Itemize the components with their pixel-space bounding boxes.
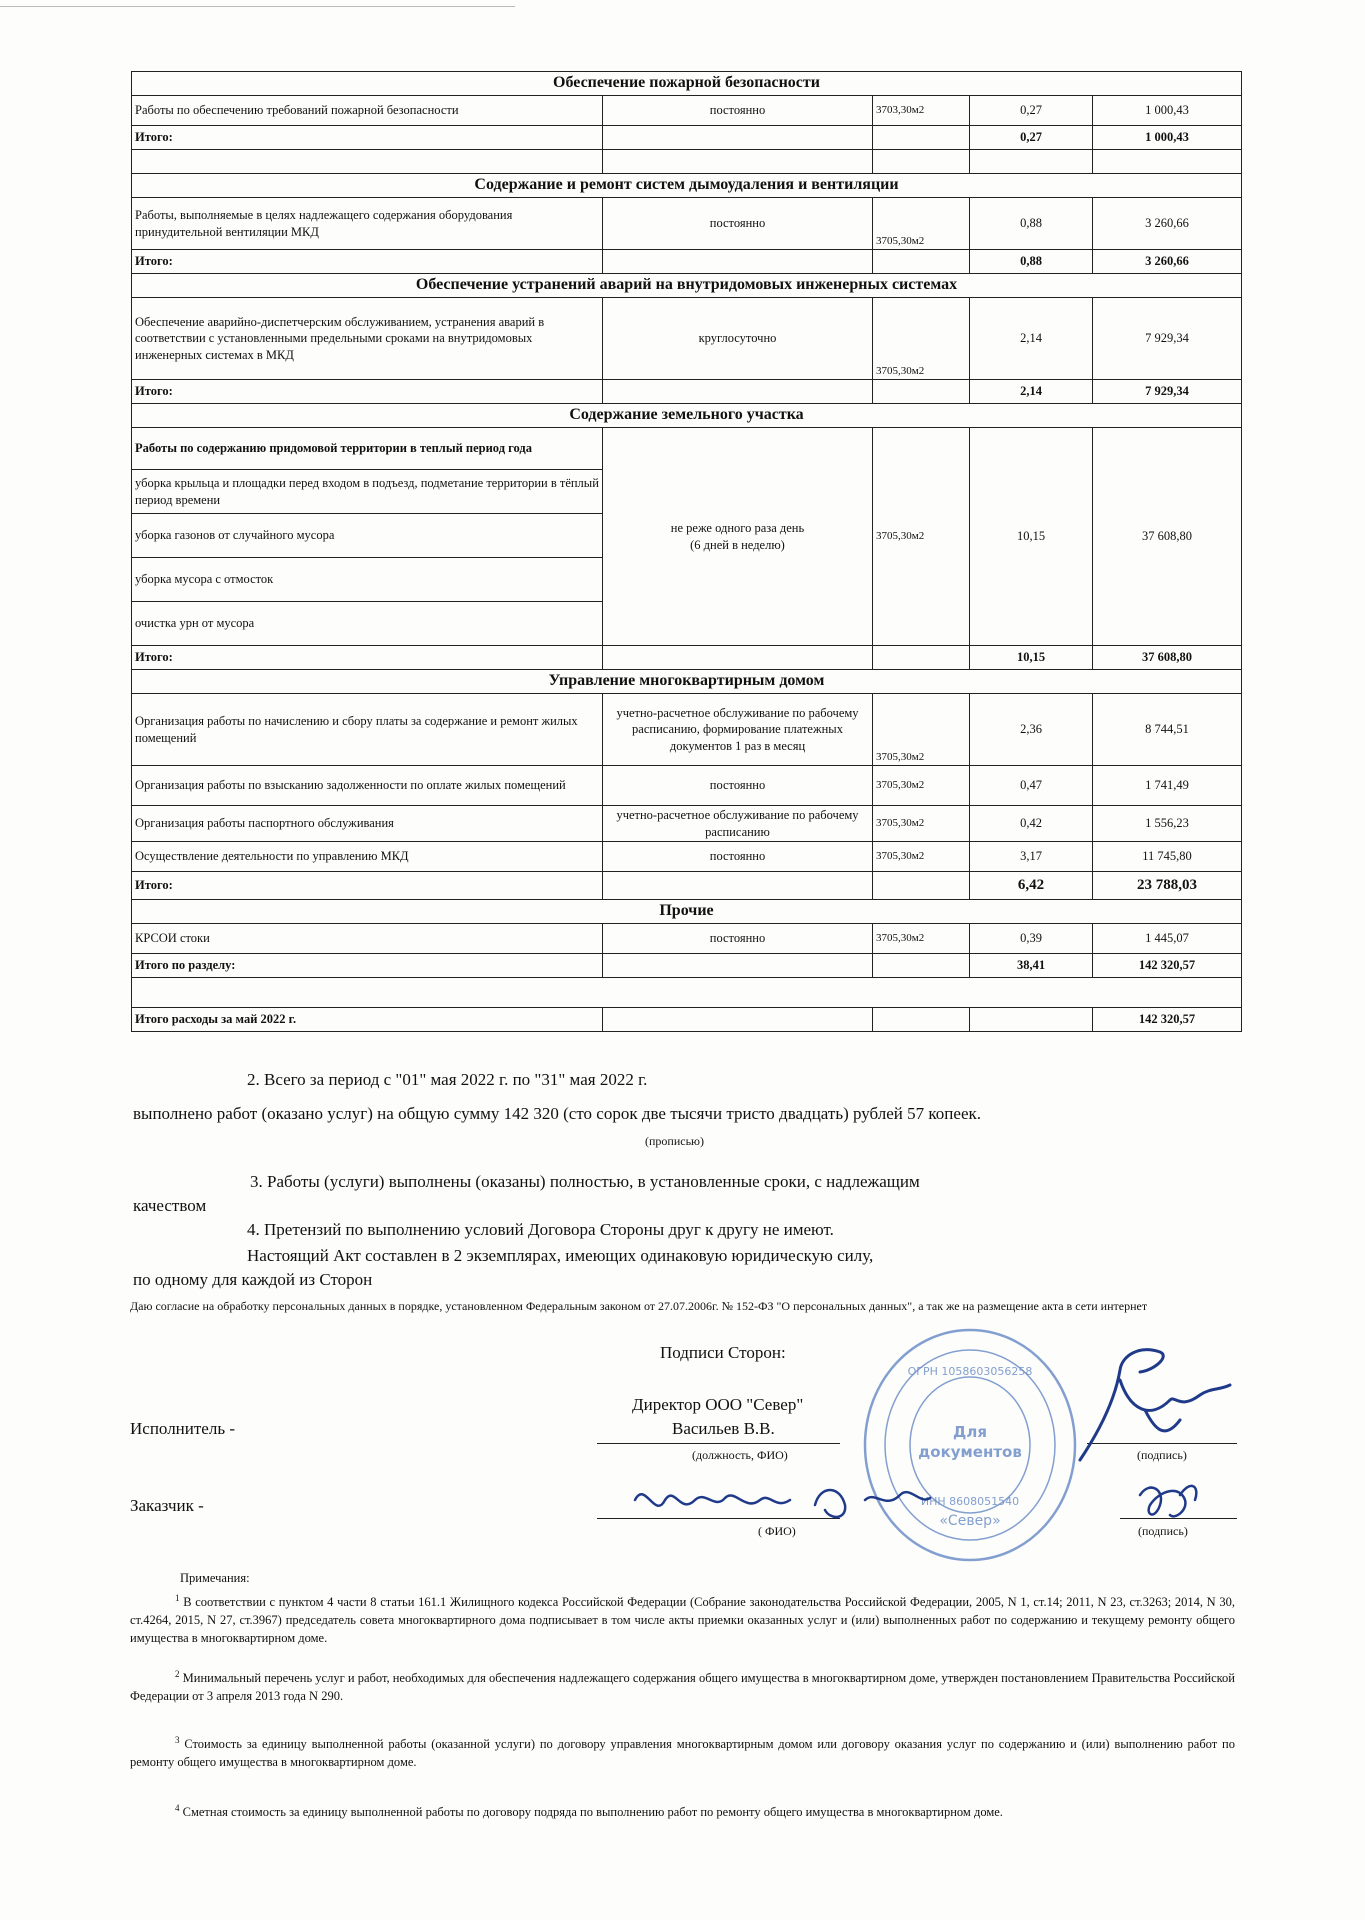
total-row — [132, 954, 1242, 978]
work-name: Организация работы паспортного обслуживания — [132, 806, 603, 842]
total-label: Итого: — [132, 126, 603, 150]
empty-row — [132, 150, 1242, 174]
work-period: круглосуточно — [603, 298, 873, 380]
paragraph-4: 4. Претензий по выполнению условий Договора Стороны друг к другу не имеют. — [247, 1220, 834, 1239]
work-area: 3705,30м2 — [873, 924, 970, 954]
executor-label: Исполнитель - — [130, 1419, 235, 1438]
svg-text:«Север»: «Север» — [939, 1513, 1001, 1529]
total-rate: 6,42 — [970, 872, 1093, 900]
total-row — [132, 646, 1242, 670]
work-period: постоянно — [603, 96, 873, 126]
work-rate: 0,47 — [970, 766, 1093, 806]
svg-text:ОГРН 1058603056258: ОГРН 1058603056258 — [907, 1365, 1033, 1378]
section-header: Управление многоквартирным домом — [132, 670, 1242, 694]
work-name: Работы, выполняемые в целях надлежащего содержания оборудования принудительной вентиляции МКД — [132, 198, 603, 250]
section-header: Обеспечение устранений аварий на внутридомовых инженерных системах — [132, 274, 1242, 298]
grand-total-sum: 142 320,57 — [1093, 1008, 1242, 1032]
work-period: постоянно — [603, 198, 873, 250]
total-row — [132, 380, 1242, 404]
total-sum: 1 000,43 — [1093, 126, 1242, 150]
propisyu-caption: (прописью) — [645, 1134, 705, 1148]
paragraph-2-sum: выполнено работ (оказано услуг) на общую сумму 142 320 (сто сорок две тысячи тристо двадцать) рублей 57 копеек. — [133, 1104, 981, 1123]
work-sum: 1 556,23 — [1093, 806, 1242, 842]
total-sum: 7 929,34 — [1093, 380, 1242, 404]
total-rate: 0,88 — [970, 250, 1093, 274]
work-sum: 1 000,43 — [1093, 96, 1242, 126]
note-4-number: 4 — [175, 1803, 180, 1813]
work-name: КРСОИ стоки — [132, 924, 603, 954]
executor-name-line — [597, 1443, 840, 1444]
paragraph-3-cont: качеством — [133, 1196, 207, 1215]
work-sum: 1 741,49 — [1093, 766, 1242, 806]
total-sum: 3 260,66 — [1093, 250, 1242, 274]
total-label: Итого: — [132, 250, 603, 274]
table-row — [132, 298, 1242, 380]
work-sum: 7 929,34 — [1093, 298, 1242, 380]
executor-signature-image — [1060, 1340, 1240, 1470]
section-header: Содержание земельного участка — [132, 404, 1242, 428]
work-item: уборка газонов от случайного мусора — [132, 514, 603, 558]
work-rate: 2,14 — [970, 298, 1093, 380]
note-3-number: 3 — [175, 1735, 180, 1745]
note-4-text: Сметная стоимость за единицу выполненной работы по договору подряда по выполнению работ по ремонту общего имущества в многоквартирном доме. — [182, 1805, 1003, 1820]
work-area: 3705,30м2 — [873, 806, 970, 842]
total-label: Итого по разделу: — [132, 954, 603, 978]
work-area: 3705,30м2 — [873, 298, 970, 380]
grand-total-label: Итого расходы за май 2022 г. — [132, 1008, 603, 1032]
position-fio-caption: (должность, ФИО) — [692, 1448, 788, 1462]
table-row — [132, 766, 1242, 806]
customer-handwritten-name — [625, 1470, 945, 1540]
customer-label: Заказчик - — [130, 1496, 204, 1515]
work-sum: 8 744,51 — [1093, 694, 1242, 766]
work-name: Обеспечение аварийно-диспетчерским обслуживанием, устранения аварий в соответствии с установленными предельными сроками на внутридомовых инженерных системах в МКД — [132, 298, 603, 380]
top-rule — [0, 6, 515, 7]
total-row — [132, 872, 1242, 900]
work-area: 3705,30м2 — [873, 694, 970, 766]
work-area: 3705,30м2 — [873, 766, 970, 806]
paragraph-3: 3. Работы (услуги) выполнены (оказаны) полностью, в установленные сроки, с надлежащим — [250, 1172, 920, 1191]
total-rate: 10,15 — [970, 646, 1093, 670]
group-title: Работы по содержанию придомовой территории в теплый период года — [132, 428, 603, 470]
section-header: Обеспечение пожарной безопасности — [132, 72, 1242, 96]
services-table — [131, 71, 1242, 1032]
work-period: постоянно — [603, 924, 873, 954]
work-sum: 37 608,80 — [1093, 428, 1242, 646]
work-period: постоянно — [603, 842, 873, 872]
note-1-text: В соответствии с пунктом 4 части 8 статьи 161.1 Жилищного кодекса Российской Федерации (Собрание законодательства Российской Федерации, 2005, N 1, ст.14; 2011, N 23, ст.3263; 2014, N 30, ст.4264, 2015, N 27, ст.3967) председатель совета многоквартирного дома подписывает в том числе акты приемки оказанных услуг и (или) выполненных работ по содержанию и текущему ремонту общего имущества в многоквартирном доме. — [130, 1595, 1236, 1646]
note-2 — [130, 1668, 1235, 1705]
total-rate: 0,27 — [970, 126, 1093, 150]
section-header: Содержание и ремонт систем дымоудаления и вентиляции — [132, 174, 1242, 198]
signatures-title: Подписи Сторон: — [660, 1343, 786, 1362]
note-3 — [130, 1734, 1235, 1771]
work-name: Организация работы по начислению и сбору платы за содержание и ремонт жилых помещений — [132, 694, 603, 766]
empty-row — [132, 978, 1242, 1008]
total-sum: 142 320,57 — [1093, 954, 1242, 978]
table-row — [132, 806, 1242, 842]
signature-caption-2: (подпись) — [1138, 1524, 1188, 1538]
work-rate: 0,27 — [970, 96, 1093, 126]
table-row — [132, 694, 1242, 766]
total-rate: 38,41 — [970, 954, 1093, 978]
work-period: учетно-расчетное обслуживание по рабочему расписанию, формирование платежных документов 1 раз в месяц — [603, 694, 873, 766]
work-name: Осуществление деятельности по управлению МКД — [132, 842, 603, 872]
work-rate: 0,39 — [970, 924, 1093, 954]
total-label: Итого: — [132, 646, 603, 670]
table-row — [132, 198, 1242, 250]
work-rate: 2,36 — [970, 694, 1093, 766]
total-label: Итого: — [132, 872, 603, 900]
fio-caption: ( ФИО) — [758, 1524, 796, 1538]
work-sum: 3 260,66 — [1093, 198, 1242, 250]
work-item: уборка крыльца и площадки перед входом в подъезд, подметание территории в тёплый период времени — [132, 470, 603, 514]
work-rate: 3,17 — [970, 842, 1093, 872]
section-header: Прочие — [132, 900, 1242, 924]
work-period: не реже одного раза день (6 дней в неделю) — [603, 428, 873, 646]
work-name: Организация работы по взысканию задолженности по оплате жилых помещений — [132, 766, 603, 806]
director-name: Васильев В.В. — [672, 1419, 775, 1438]
note-4 — [130, 1802, 1235, 1821]
consent-text: Даю согласие на обработку персональных данных в порядке, установленном Федеральным законом от 27.07.2006г. № 152-ФЗ "О персональных данных", а так же на размещение акта в сети интернет — [130, 1299, 1148, 1313]
total-sum: 37 608,80 — [1093, 646, 1242, 670]
paragraph-2: 2. Всего за период с "01" мая 2022 г. по "31" мая 2022 г. — [247, 1070, 648, 1089]
svg-text:документов: документов — [918, 1443, 1022, 1461]
paragraph-5: Настоящий Акт составлен в 2 экземплярах, имеющих одинаковую юридическую силу, — [247, 1246, 874, 1265]
svg-text:Для: Для — [953, 1423, 987, 1441]
grand-total-row — [132, 1008, 1242, 1032]
work-rate: 0,42 — [970, 806, 1093, 842]
work-sum: 11 745,80 — [1093, 842, 1242, 872]
work-item: уборка мусора с отмосток — [132, 558, 603, 602]
work-item: очистка урн от мусора — [132, 602, 603, 646]
signature-caption: (подпись) — [1137, 1448, 1187, 1462]
svg-text:ИНН 8608051540: ИНН 8608051540 — [920, 1495, 1020, 1508]
total-row — [132, 250, 1242, 274]
total-label: Итого: — [132, 380, 603, 404]
work-area: 3705,30м2 — [873, 842, 970, 872]
work-sum: 1 445,07 — [1093, 924, 1242, 954]
work-period: учетно-расчетное обслуживание по рабочему расписанию — [603, 806, 873, 842]
work-area: 3705,30м2 — [873, 198, 970, 250]
table-row — [132, 924, 1242, 954]
work-period: постоянно — [603, 766, 873, 806]
table-row — [132, 428, 1242, 470]
table-row — [132, 96, 1242, 126]
work-name: Работы по обеспечению требований пожарной безопасности — [132, 96, 603, 126]
work-area: 3703,30м2 — [873, 96, 970, 126]
work-rate: 0,88 — [970, 198, 1093, 250]
note-2-text: Минимальный перечень услуг и работ, необходимых для обеспечения надлежащего содержания общего имущества в многоквартирном доме, утвержден постановлением Правительства Российской Федерации от 3 апреля 2013 года N 290. — [130, 1671, 1235, 1704]
work-rate: 10,15 — [970, 428, 1093, 646]
customer-signature-image — [1130, 1475, 1210, 1535]
notes-title: Примечания: — [180, 1571, 250, 1585]
director-position: Директор ООО "Север" — [632, 1395, 804, 1414]
note-1 — [130, 1592, 1235, 1648]
paragraph-5-cont: по одному для каждой из Сторон — [133, 1270, 373, 1289]
work-area: 3705,30м2 — [873, 428, 970, 646]
note-1-number: 1 — [175, 1593, 180, 1603]
table-row — [132, 842, 1242, 872]
note-3-text: Стоимость за единицу выполненной работы (оказанной услуги) по договору управления многоквартирным домом или договору оказания услуг по содержанию и (или) выполнению работ по ремонту общего имущества в многоквартирном доме. — [130, 1737, 1235, 1770]
note-2-number: 2 — [175, 1669, 180, 1679]
total-row — [132, 126, 1242, 150]
total-sum: 23 788,03 — [1093, 872, 1242, 900]
total-rate: 2,14 — [970, 380, 1093, 404]
